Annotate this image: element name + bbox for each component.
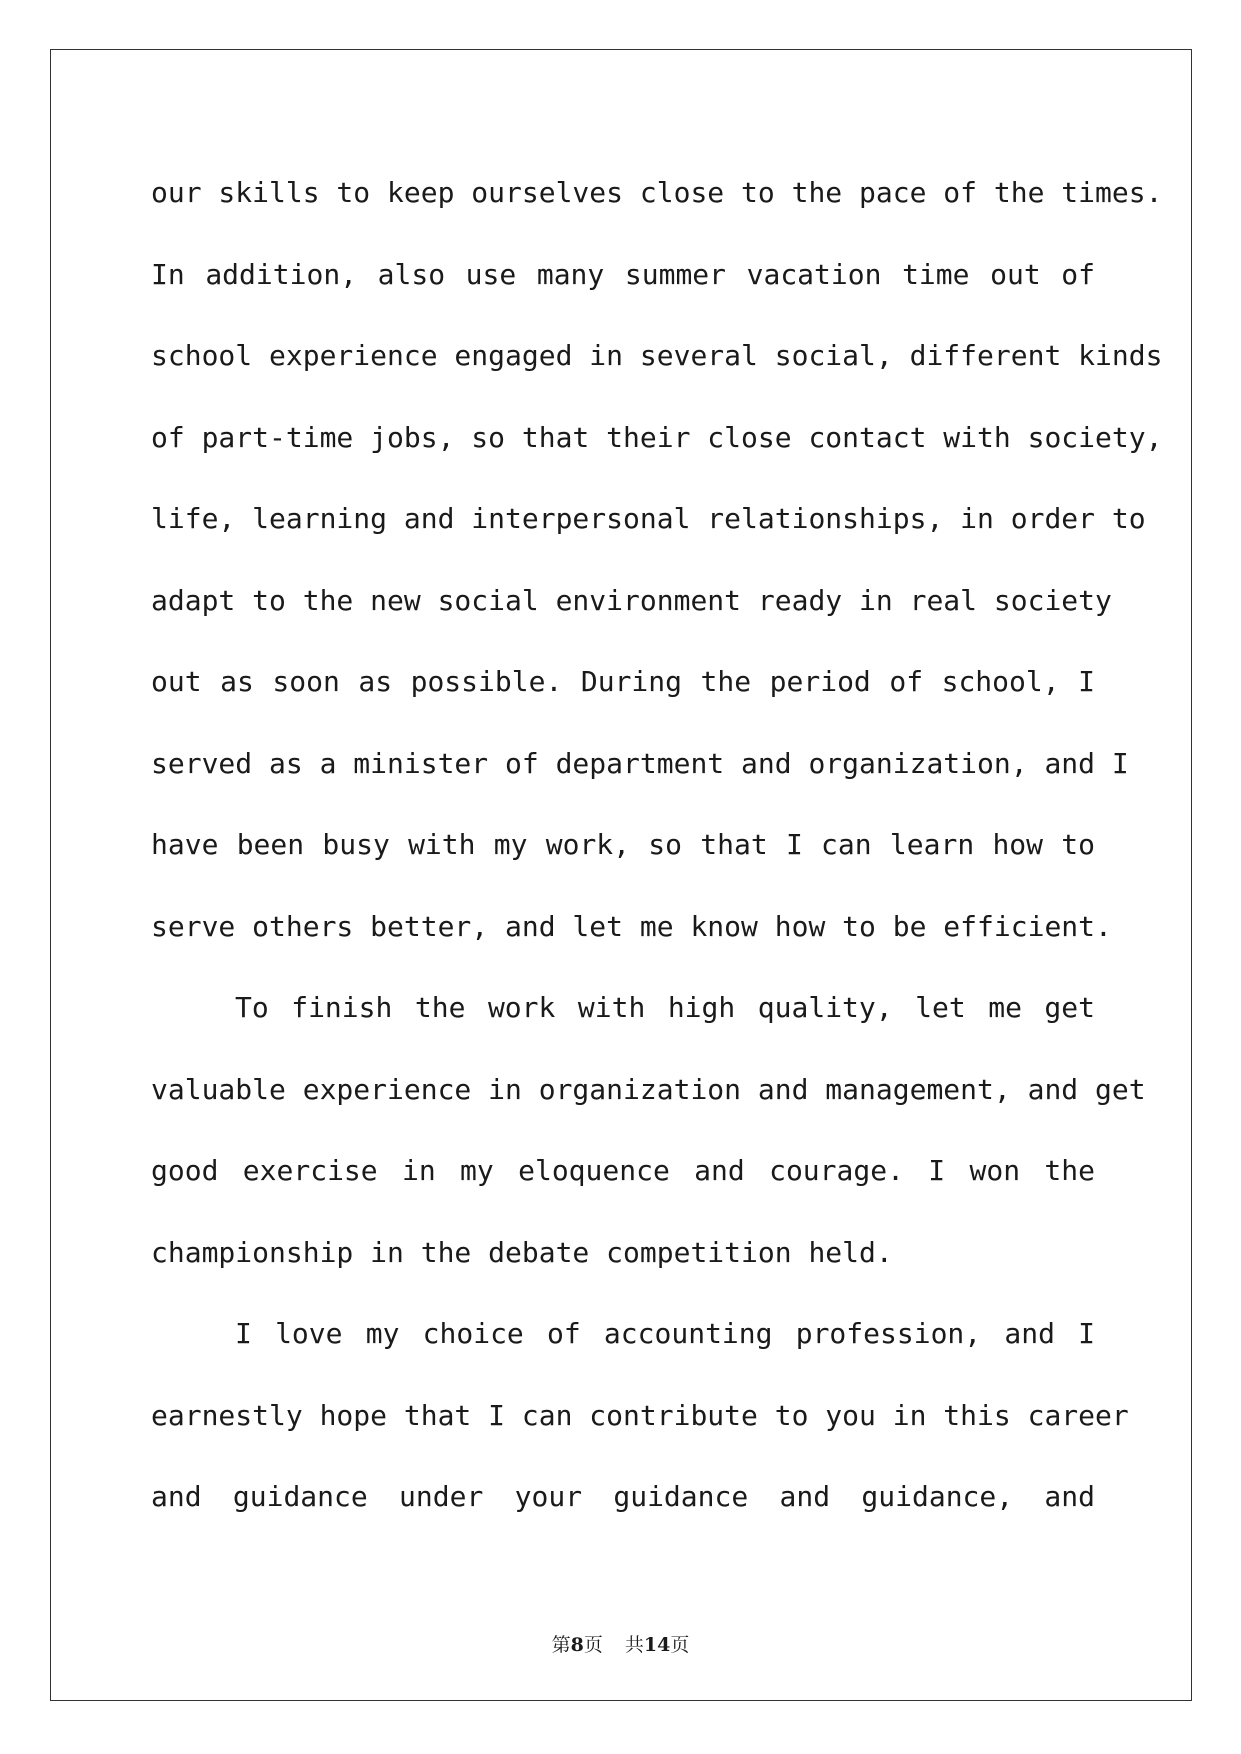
text-line: good exercise in my eloquence and courage. I won the xyxy=(151,1154,1095,1187)
text-line: of part-time jobs, so that their close contact with society, xyxy=(151,420,1163,454)
text-line: championship in the debate competition held. xyxy=(151,1235,893,1269)
footer-prefix: 第 xyxy=(551,1634,571,1656)
text-line: valuable experience in organization and management, and get xyxy=(151,1072,1146,1106)
document-body xyxy=(151,152,1163,1538)
page-footer xyxy=(0,1630,1241,1657)
text-line: serve others better, and let me know how to be efficient. xyxy=(151,909,1112,943)
text-line: have been busy with my work, so that I can learn how to xyxy=(151,828,1095,861)
text-line: I love my choice of accounting profession, and I xyxy=(235,1317,1095,1350)
footer-total-prefix: 共 xyxy=(624,1634,644,1656)
text-line: and guidance under your guidance and guidance, and xyxy=(151,1480,1095,1513)
page-number: 8 xyxy=(570,1634,584,1656)
text-line: In addition, also use many summer vacation time out of xyxy=(151,257,1095,291)
text-line: earnestly hope that I can contribute to you in this career xyxy=(151,1398,1129,1432)
footer-total-suffix: 页 xyxy=(670,1634,690,1656)
text-line: school experience engaged in several social, different kinds xyxy=(151,339,1163,372)
text-line: served as a minister of department and organization, and I xyxy=(151,746,1129,780)
footer-page-suffix: 页 xyxy=(583,1634,603,1656)
text-line: adapt to the new social environment ready in real society xyxy=(151,583,1112,617)
text-line: To finish the work with high quality, let me get xyxy=(235,991,1095,1024)
text-line: life, learning and interpersonal relationships, in order to xyxy=(151,502,1146,535)
text-line: out as soon as possible. During the period of school, I xyxy=(151,665,1095,698)
total-pages: 14 xyxy=(643,1634,671,1656)
text-line: our skills to keep ourselves close to the pace of the times. xyxy=(151,176,1163,209)
